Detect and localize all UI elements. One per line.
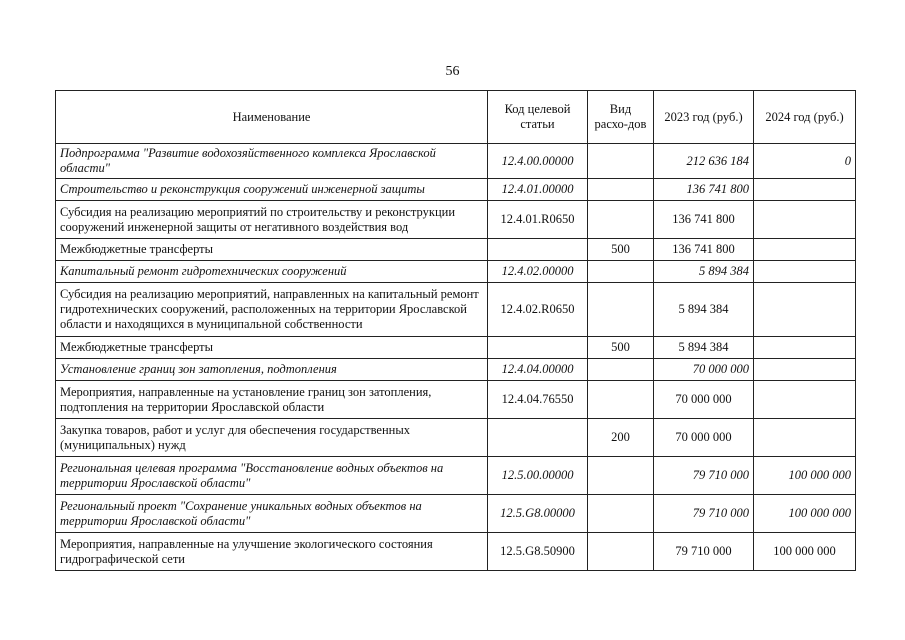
row-type-cell xyxy=(588,359,654,381)
row-2023-cell: 70 000 000 xyxy=(654,419,754,457)
row-name-cell: Закупка товаров, работ и услуг для обеспечения государственных (муниципальных) нужд xyxy=(56,419,488,457)
row-2024-cell xyxy=(754,239,856,261)
table-row xyxy=(56,495,856,533)
row-2024-cell: 100 000 000 xyxy=(754,533,856,571)
row-type-cell xyxy=(588,261,654,283)
row-2023-cell: 79 710 000 xyxy=(654,533,754,571)
row-type-cell: 500 xyxy=(588,337,654,359)
row-type-cell xyxy=(588,201,654,239)
row-code-cell: 12.4.01.R0650 xyxy=(488,201,588,239)
row-code-cell: 12.5.G8.50900 xyxy=(488,533,588,571)
row-name-cell: Субсидия на реализацию мероприятий по строительству и реконструкции сооружений инженерной защиты от негативного воздействия вод xyxy=(56,201,488,239)
row-2024-cell xyxy=(754,179,856,201)
table-row xyxy=(56,144,856,179)
row-type-cell: 200 xyxy=(588,419,654,457)
row-code-cell xyxy=(488,337,588,359)
row-code-cell: 12.4.02.R0650 xyxy=(488,283,588,337)
row-2024-cell xyxy=(754,261,856,283)
row-name-cell: Строительство и реконструкция сооружений инженерной защиты xyxy=(56,179,488,201)
row-code-cell: 12.4.01.00000 xyxy=(488,179,588,201)
row-2024-cell: 100 000 000 xyxy=(754,457,856,495)
row-type-cell: 500 xyxy=(588,239,654,261)
row-code-cell: 12.5.00.00000 xyxy=(488,457,588,495)
table-row xyxy=(56,381,856,419)
row-name-cell: Региональная целевая программа "Восстановление водных объектов на территории Ярославской области" xyxy=(56,457,488,495)
table-row xyxy=(56,261,856,283)
row-2024-cell: 0 xyxy=(754,144,856,179)
row-code-cell: 12.4.04.00000 xyxy=(488,359,588,381)
row-2023-cell: 79 710 000 xyxy=(654,457,754,495)
row-type-cell xyxy=(588,495,654,533)
table-body xyxy=(56,144,856,571)
page-number: 56 xyxy=(445,64,460,79)
table-row xyxy=(56,179,856,201)
row-name-cell: Межбюджетные трансферты xyxy=(56,337,488,359)
row-name-cell: Установление границ зон затопления, подтопления xyxy=(56,359,488,381)
row-2024-cell: 100 000 000 xyxy=(754,495,856,533)
row-2023-cell: 70 000 000 xyxy=(654,381,754,419)
row-name-cell: Мероприятия, направленные на установление границ зон затопления, подтопления на территории Ярославской области xyxy=(56,381,488,419)
header-type: Вид расхо-дов xyxy=(588,91,654,144)
row-2023-cell: 136 741 800 xyxy=(654,179,754,201)
row-2024-cell xyxy=(754,381,856,419)
row-2024-cell xyxy=(754,419,856,457)
row-code-cell: 12.4.00.00000 xyxy=(488,144,588,179)
row-2023-cell: 212 636 184 xyxy=(654,144,754,179)
row-2024-cell xyxy=(754,201,856,239)
table-header-row xyxy=(56,91,856,144)
row-2023-cell: 136 741 800 xyxy=(654,201,754,239)
row-2024-cell xyxy=(754,337,856,359)
row-type-cell xyxy=(588,381,654,419)
table-row xyxy=(56,533,856,571)
row-code-cell: 12.5.G8.00000 xyxy=(488,495,588,533)
row-type-cell xyxy=(588,179,654,201)
row-name-cell: Субсидия на реализацию мероприятий, направленных на капитальный ремонт гидротехнических сооружений, расположенных на территории Ярославской области и находящихся в муниципальной собственности xyxy=(56,283,488,337)
table-row xyxy=(56,283,856,337)
budget-table xyxy=(55,90,856,571)
row-name-cell: Мероприятия, направленные на улучшение экологического состояния гидрографической сети xyxy=(56,533,488,571)
row-code-cell xyxy=(488,419,588,457)
table-row xyxy=(56,201,856,239)
row-2023-cell: 5 894 384 xyxy=(654,261,754,283)
row-type-cell xyxy=(588,457,654,495)
row-2023-cell: 70 000 000 xyxy=(654,359,754,381)
header-code: Код целевой статьи xyxy=(488,91,588,144)
row-code-cell: 12.4.04.76550 xyxy=(488,381,588,419)
row-2023-cell: 79 710 000 xyxy=(654,495,754,533)
table-row xyxy=(56,239,856,261)
header-name: Наименование xyxy=(56,91,488,144)
table-row xyxy=(56,419,856,457)
table-row xyxy=(56,457,856,495)
row-2023-cell: 5 894 384 xyxy=(654,283,754,337)
row-2024-cell xyxy=(754,359,856,381)
row-name-cell: Подпрограмма "Развитие водохозяйственного комплекса Ярославской области" xyxy=(56,144,488,179)
row-name-cell: Региональный проект "Сохранение уникальных водных объектов на территории Ярославской области" xyxy=(56,495,488,533)
row-2024-cell xyxy=(754,283,856,337)
row-type-cell xyxy=(588,533,654,571)
row-code-cell xyxy=(488,239,588,261)
row-type-cell xyxy=(588,283,654,337)
table-row xyxy=(56,337,856,359)
header-2023: 2023 год (руб.) xyxy=(654,91,754,144)
row-type-cell xyxy=(588,144,654,179)
row-name-cell: Межбюджетные трансферты xyxy=(56,239,488,261)
header-2024: 2024 год (руб.) xyxy=(754,91,856,144)
row-2023-cell: 136 741 800 xyxy=(654,239,754,261)
row-2023-cell: 5 894 384 xyxy=(654,337,754,359)
row-name-cell: Капитальный ремонт гидротехнических сооружений xyxy=(56,261,488,283)
row-code-cell: 12.4.02.00000 xyxy=(488,261,588,283)
table-row xyxy=(56,359,856,381)
